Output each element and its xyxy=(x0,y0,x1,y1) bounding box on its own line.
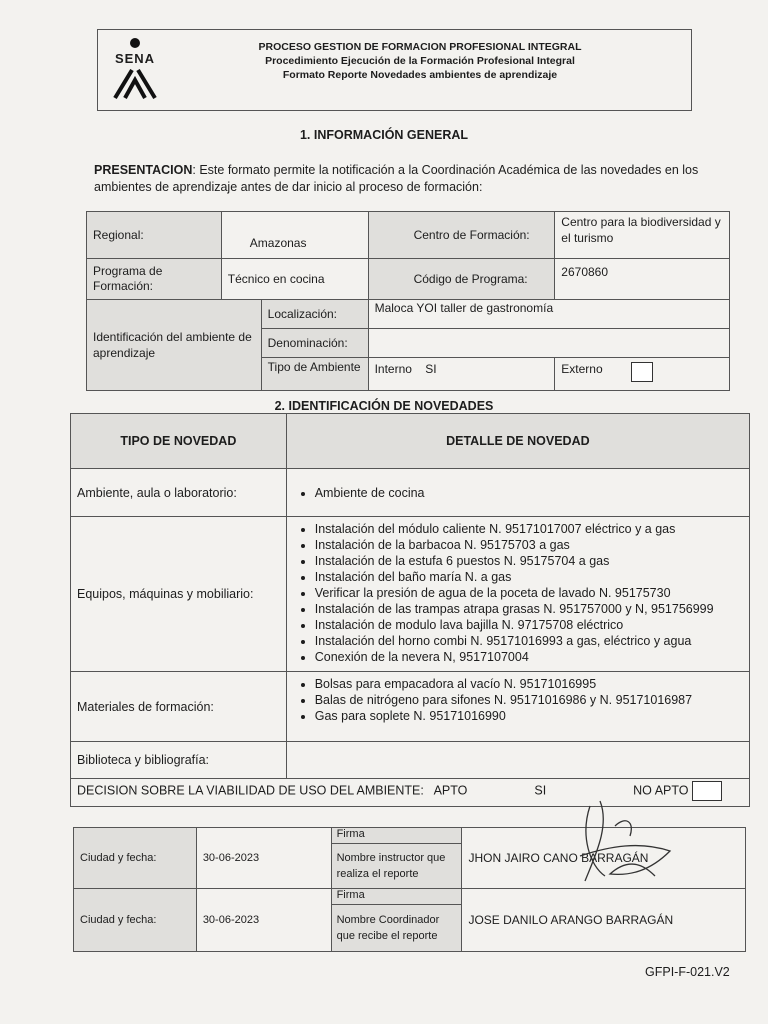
centro-label: Centro de Formación: xyxy=(368,212,555,259)
codigo-label: Código de Programa: xyxy=(368,259,555,300)
header-line3: Formato Reporte Novedades ambientes de aprendizaje xyxy=(282,69,558,81)
novedad-item: • Balas de nitrógeno para sifones N. 95171016986 y N. 95171016987 xyxy=(315,692,749,708)
novedad-item: • Instalación de modulo lava bajilla N. 97175708 eléctrico xyxy=(315,617,749,633)
presentation-paragraph xyxy=(94,162,714,196)
section2-title: 2. IDENTIFICACIÓN DE NOVEDADES xyxy=(274,399,494,413)
novedad-row xyxy=(71,469,750,517)
programa-value: Técnico en cocina xyxy=(221,259,368,300)
novedad-items xyxy=(287,485,749,501)
no-apto-checkbox[interactable] xyxy=(692,781,722,801)
signer-role-2: Nombre Coordinador que recibe el reporte xyxy=(331,905,462,952)
footer-code: GFPI-F-021.V2 xyxy=(645,965,730,979)
novedad-type: Equipos, máquinas y mobiliario: xyxy=(71,517,287,672)
ambiente-label: Identificación del ambiente de aprendizaje xyxy=(87,300,262,391)
localizacion-value: Maloca YOI taller de gastronomía xyxy=(368,300,729,329)
logo-text: SENA xyxy=(114,51,156,66)
novedad-item: • Instalación de las trampas atrapa grasas N. 951757000 y N, 951756999 xyxy=(315,601,749,617)
city-label-2: Ciudad y fecha: xyxy=(74,889,197,952)
denominacion-value xyxy=(368,329,729,358)
novedad-row xyxy=(71,742,750,779)
header-line2: Procedimiento Ejecución de la Formación Profesional Integral xyxy=(265,55,575,67)
signer-role-1: Nombre instructor que realiza el reporte xyxy=(331,844,462,889)
novedad-type: Biblioteca y bibliografía: xyxy=(71,742,287,779)
novedad-item: • Ambiente de cocina xyxy=(315,485,749,501)
novedad-item: • Instalación del baño maría N. a gas xyxy=(315,569,749,585)
signer-name-2: JOSE DANILO ARANGO BARRAGÁN xyxy=(462,889,746,952)
no-apto-label: NO APTO xyxy=(633,783,689,798)
firma-label-1: Firma xyxy=(331,828,462,844)
novedades-table xyxy=(70,413,750,807)
externo-checkbox[interactable] xyxy=(631,362,653,382)
apto-label: APTO xyxy=(433,783,468,798)
col-detalle-header: DETALLE DE NOVEDAD xyxy=(286,414,749,469)
city-label-1: Ciudad y fecha: xyxy=(74,828,197,889)
interno-value: SI xyxy=(425,362,437,376)
header-line1: PROCESO GESTION DE FORMACION PROFESIONAL INTEGRAL xyxy=(258,41,582,53)
novedad-item: • Instalación de la barbacoa N. 95175703 a gas xyxy=(315,537,749,553)
externo-label: Externo xyxy=(561,362,603,376)
externo-cell xyxy=(555,358,730,391)
novedad-items xyxy=(287,521,749,665)
interno-label: Interno xyxy=(374,362,412,376)
novedad-type: Ambiente, aula o laboratorio: xyxy=(71,469,287,517)
novedad-item: • Verificar la presión de agua de la poceta de lavado N. 95175730 xyxy=(315,585,749,601)
novedad-items xyxy=(287,676,749,724)
regional-label: Regional: xyxy=(87,212,222,259)
date-1: 30-06-2023 xyxy=(196,828,331,889)
signer-name-1: JHON JAIRO CANO BARRAGÁN xyxy=(462,828,746,889)
presentation-text: : Este formato permite la notificación a la Coordinación Académica de las novedades en los ambientes de aprendizaje antes de dar inicio al proceso de formación: xyxy=(94,163,699,194)
col-tipo-header: TIPO DE NOVEDAD xyxy=(71,414,287,469)
handwritten-signature xyxy=(570,796,680,890)
centro-value: Centro para la biodiversidad y el turismo xyxy=(555,212,730,259)
novedad-row xyxy=(71,517,750,672)
presentation-label: PRESENTACION xyxy=(94,163,193,177)
novedad-item: • Instalación del horno combi N. 95171016993 a gas, eléctrico y agua xyxy=(315,633,749,649)
novedad-item: • Conexión de la nevera N, 9517107004 xyxy=(315,649,749,665)
codigo-value: 2670860 xyxy=(555,259,730,300)
localizacion-label: Localización: xyxy=(261,300,368,329)
regional-value: Amazonas xyxy=(221,212,368,259)
interno-cell xyxy=(368,358,555,391)
general-info-table xyxy=(86,211,730,391)
sena-logo xyxy=(105,36,165,102)
novedad-row xyxy=(71,672,750,742)
decision-label: DECISION SOBRE LA VIABILIDAD DE USO DEL AMBIENTE: xyxy=(77,783,424,798)
programa-label: Programa de Formación: xyxy=(87,259,222,300)
date-2: 30-06-2023 xyxy=(196,889,331,952)
section1-title: 1. INFORMACIÓN GENERAL xyxy=(299,128,469,142)
novedad-type: Materiales de formación: xyxy=(71,672,287,742)
header-titles xyxy=(200,40,640,82)
apto-value: SI xyxy=(534,783,547,798)
novedad-item: • Bolsas para empacadora al vacío N. 95171016995 xyxy=(315,676,749,692)
firma-label-2: Firma xyxy=(331,889,462,905)
novedad-item: • Instalación del módulo caliente N. 95171017007 eléctrico y a gas xyxy=(315,521,749,537)
novedad-item: • Gas para soplete N. 95171016990 xyxy=(315,708,749,724)
novedad-item: • Instalación de la estufa 6 puestos N. 95175704 a gas xyxy=(315,553,749,569)
denominacion-label: Denominación: xyxy=(261,329,368,358)
tipo-label: Tipo de Ambiente xyxy=(261,358,368,391)
